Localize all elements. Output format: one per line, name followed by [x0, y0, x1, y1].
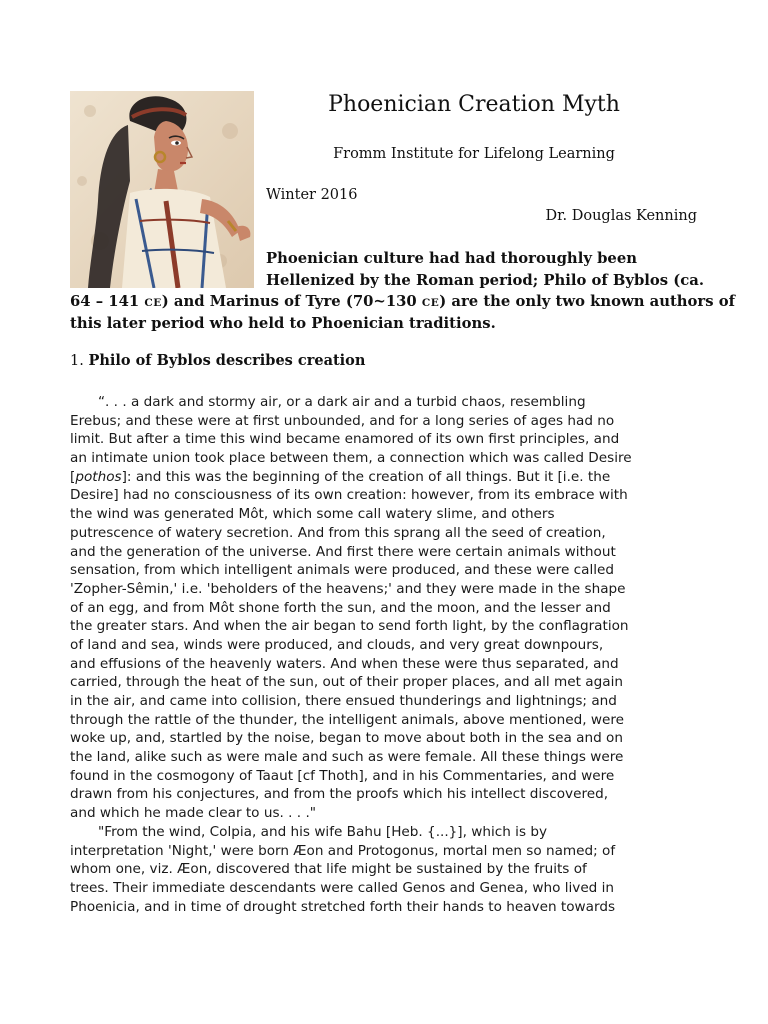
body-line: limit. But after a time this wind became enamored of its own first principles, and: [70, 431, 620, 448]
body-line: woke up, and, startled by the noise, began to move about both in the sea and on: [70, 730, 623, 747]
document-title: Phoenician Creation Myth: [328, 92, 620, 117]
body-line: the land, alike such as were male and such as were female. All these things were: [70, 749, 624, 766]
body-line: interpretation 'Night,' were born Æon and Protogonus, mortal men so named; of: [70, 842, 616, 859]
term-label: Winter 2016: [266, 187, 358, 203]
body-line: 'Zopher-Sêmin,' i.e. 'beholders of the heavens;' and they were made in the shape: [70, 580, 626, 597]
era-abbreviation: CE: [144, 297, 162, 309]
body-line: the greater stars. And when the air began to send forth light, by the conflagration: [70, 618, 629, 635]
body-line: of land and sea, winds were produced, and clouds, and very great downpours,: [70, 636, 604, 653]
institution-subtitle: Fromm Institute for Lifelong Learning: [333, 146, 615, 162]
body-line: found in the cosmogony of Taaut [cf Thoth], and in his Commentaries, and were: [70, 767, 615, 784]
body-line: Desire] had no consciousness of its own creation: however, from its embrace with: [70, 487, 628, 504]
intro-text: 64 – 141: [70, 293, 145, 310]
body-line: and which he made clear to us. . . .": [70, 805, 317, 822]
intro-line: [70, 291, 735, 315]
body-line: “. . . a dark and stormy air, or a dark air and a turbid chaos, resembling: [98, 394, 586, 410]
body-line: "From the wind, Colpia, and his wife Bahu [Heb. {...}], which is by: [98, 823, 548, 840]
section-title: Philo of Byblos describes creation: [88, 352, 366, 369]
body-line: through the rattle of the thunder, the intelligent animals, above mentioned, were: [70, 711, 624, 728]
body-line: putrescence of watery secretion. And from this sprang all the seed of creation,: [70, 524, 606, 541]
era-abbreviation: CE: [421, 297, 440, 309]
body-line: trees. Their immediate descendants were called Genos and Genea, who lived in: [70, 879, 615, 896]
body-line: of an egg, and from Môt shone forth the sun, and the moon, and the lesser and: [70, 599, 611, 616]
body-line: Phoenicia, and in time of drought stretched forth their hands to heaven towards: [70, 898, 616, 915]
body-line: and effusions of the heavenly waters. And when these were thus separated, and: [70, 655, 619, 672]
intro-text: ) are the only two known authors of: [439, 293, 735, 310]
fresco-figure-image: [70, 91, 254, 288]
body-line: drawn from his conjectures, and from the proofs which his intellect discovered,: [70, 786, 609, 803]
body-line: an intimate union took place between them, a connection which was called Desire: [70, 450, 632, 467]
body-line: carried, through the heat of the sun, out of their proper places, and all met again: [70, 674, 623, 691]
body-line: and the generation of the universe. And first there were certain animals without: [70, 543, 616, 560]
body-line: sensation, from which intelligent animals were produced, and these were called: [70, 562, 615, 579]
body-line: in the air, and came into collision, there ensued thunderings and lightnings; and: [70, 693, 617, 709]
section-heading: [70, 352, 365, 369]
intro-line: this later period who held to Phoenician traditions.: [70, 314, 496, 332]
intro-line: Hellenized by the Roman period; Philo of Byblos (ca.: [266, 271, 705, 289]
section-number: 1.: [70, 353, 84, 369]
quotation-body: [70, 393, 710, 916]
body-line: whom one, viz. Æon, discovered that life might be sustained by the fruits of: [70, 861, 587, 878]
intro-text: ) and Marinus of Tyre (70~130: [161, 293, 422, 310]
body-line: Erebus; and these were at first unbounded, and for a long series of ages had no: [70, 412, 615, 429]
intro-line: Phoenician culture had had thoroughly been: [266, 250, 637, 267]
author-name: Dr. Douglas Kenning: [545, 208, 697, 224]
body-line: the wind was generated Môt, which some call watery slime, and others: [70, 506, 555, 523]
body-line: [pothos]: and this was the beginning of the creation of all things. But it [i.e. the: [70, 468, 611, 485]
